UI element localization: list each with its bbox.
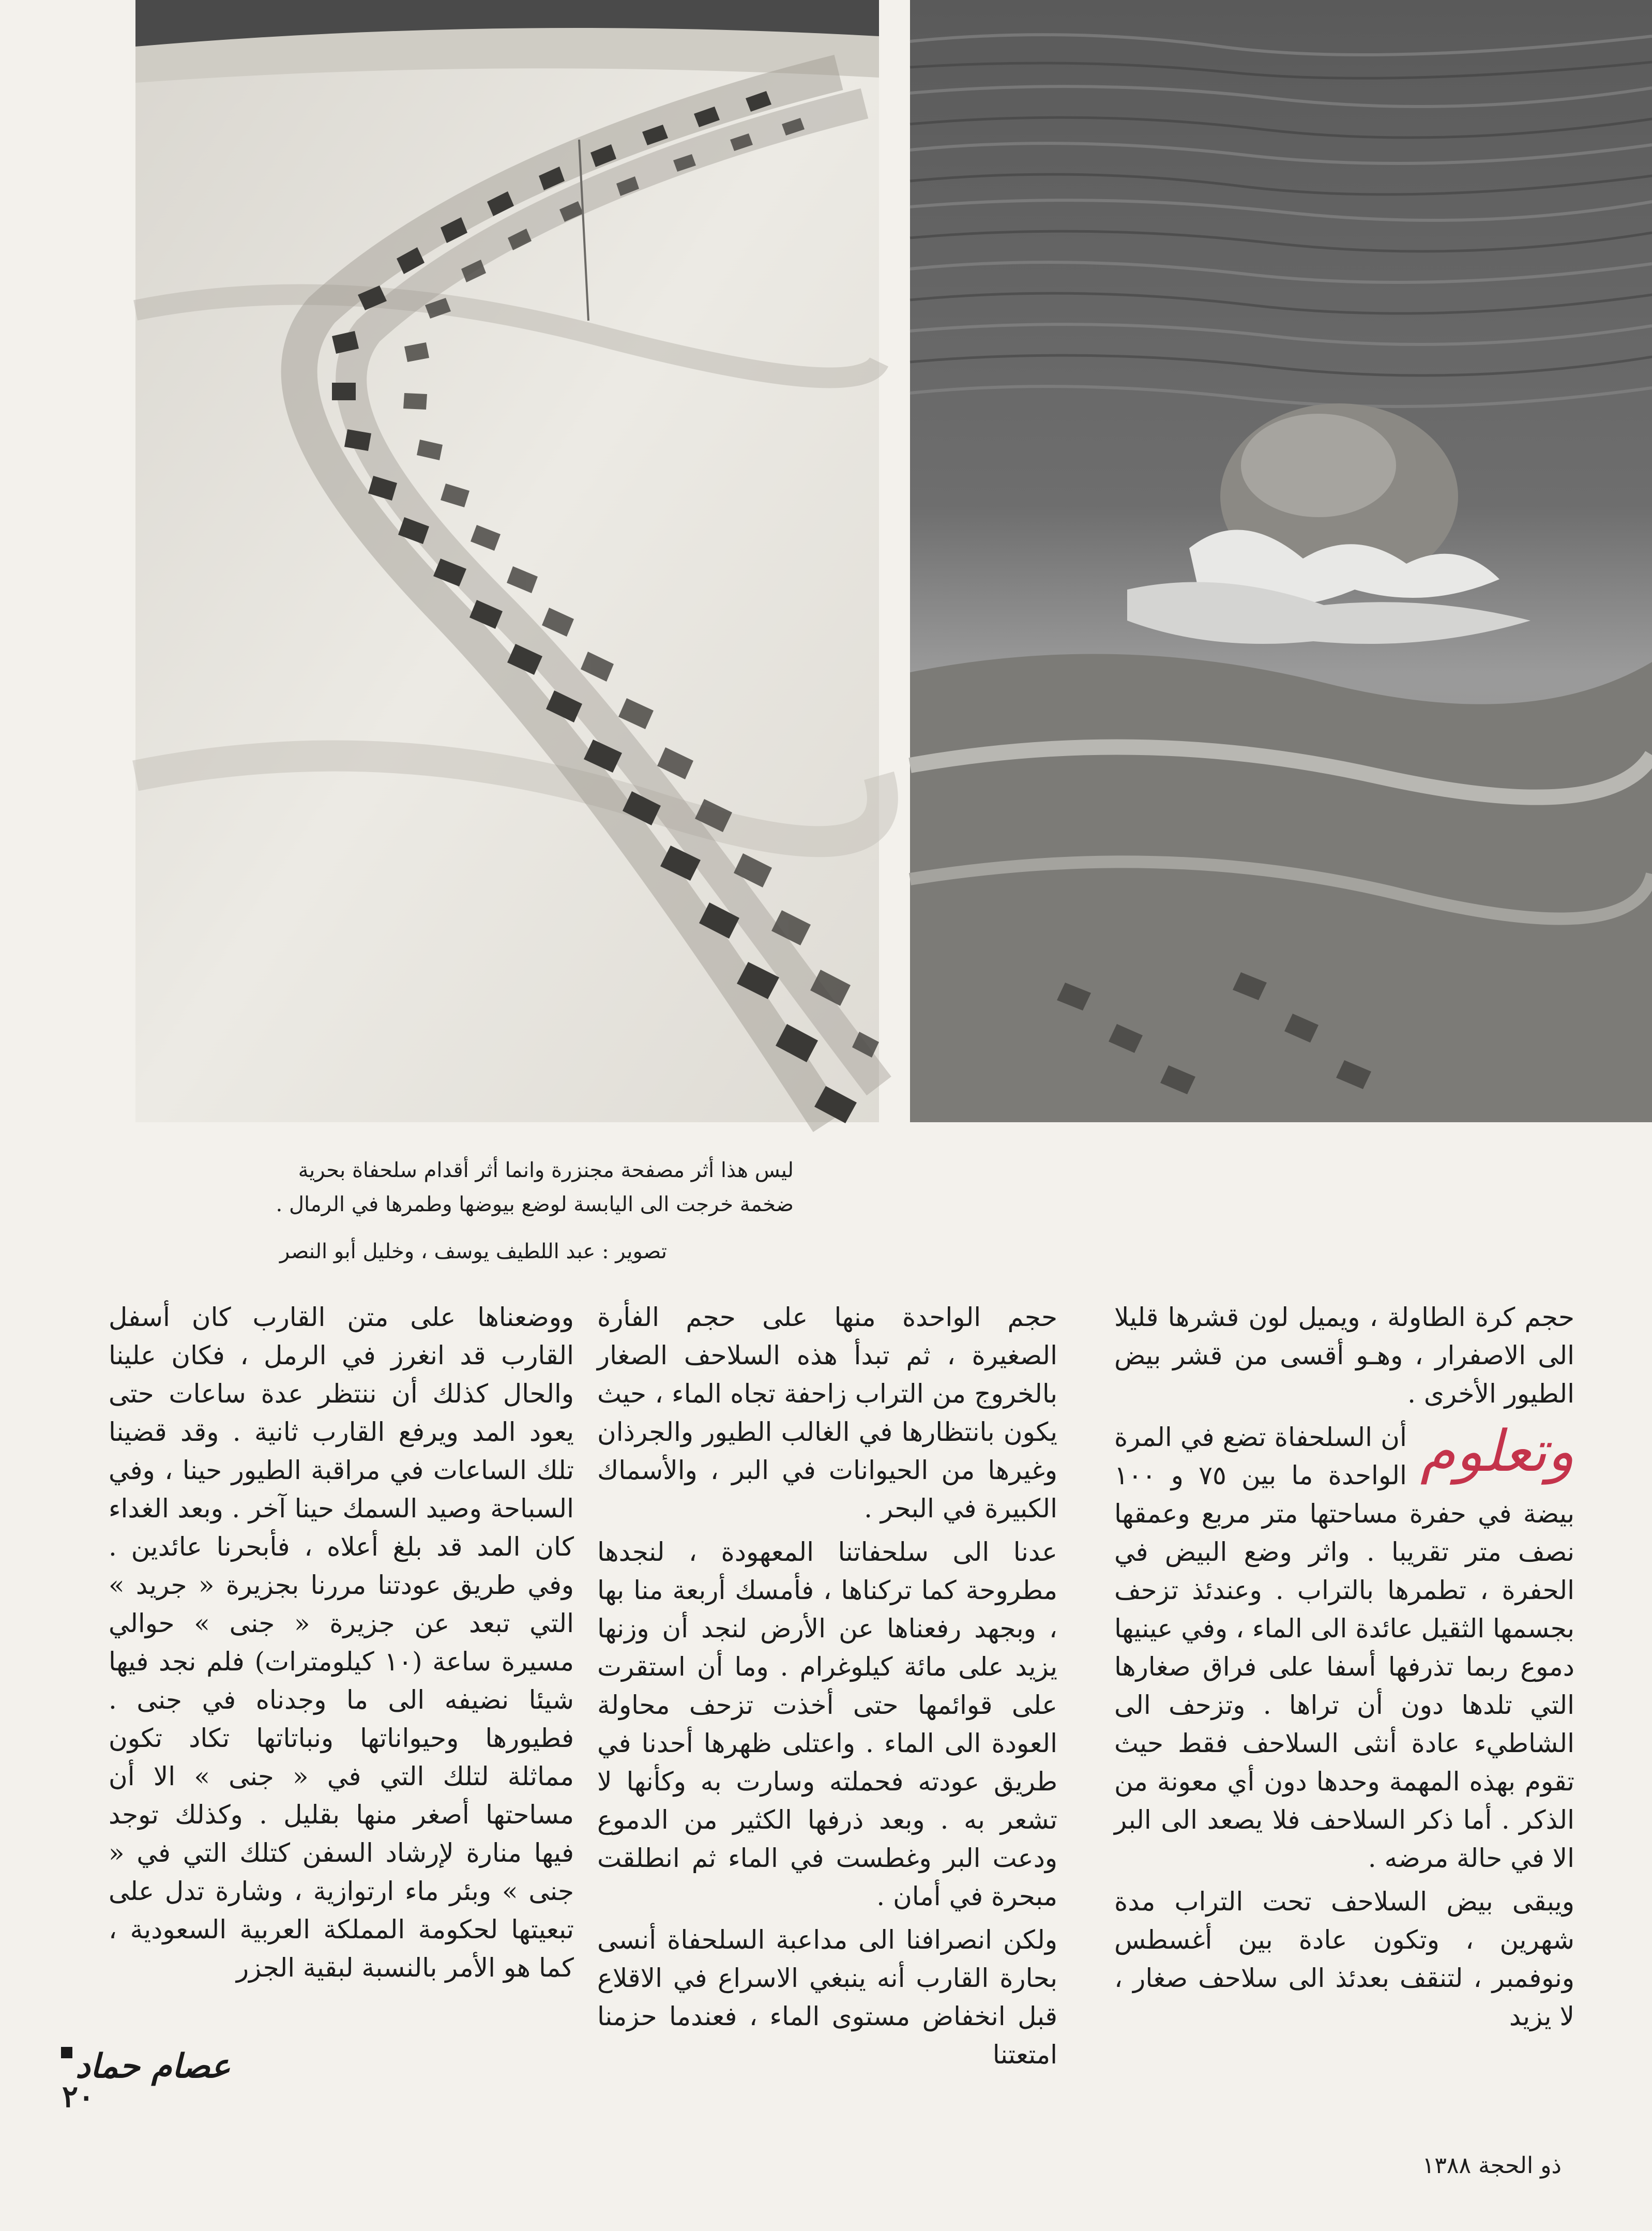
end-mark-icon (61, 2047, 72, 2058)
paragraph: عدنا الى سلحفاتنا المعهودة ، لنجدها مطروحة كما تركناها ، فأمسك أربعة منا بها ، وبجهد رفعناها عن الأرض لنجد أن وزنها يزيد على مائة كيلوغرام . وما أن استقرت على قوائمها حتى أخذت تزحف محاولة العودة الى الماء . واعتلى ظهرها أحدنا في طريق عودته فحملته وسارت به وكأنها لا تشعر به . وبعد ذرفها الكثير من الدموع ودعت البر وغطست في الماء ثم انطلقت مبحرة في أمان . (597, 1537, 1057, 1911)
paragraph: ولكن انصرافنا الى مداعبة السلحفاة أنسى بحارة القارب أنه ينبغي الاسراع في الاقلاع قبل انخفاض مستوى الماء ، فعندما حزمنا امتعتنا (597, 1925, 1057, 2070)
turtle-tracks-photo (135, 0, 879, 1122)
issue-date: ذو الحجة ١٣٨٨ (1422, 2152, 1562, 2179)
signature-text: عصام حماد (75, 2047, 231, 2086)
caption-line-2: ضخمة خرجت الى اليابسة لوضع بيوضها وطمرها في الرمال . (276, 1193, 794, 1216)
paragraph-with-badge (1114, 1418, 1574, 1877)
paragraph: حجم كرة الطاولة ، ويميل لون قشرها قليلا الى الاصفرار ، وهـو أقسى من قشر بيض الطيور الأخرى . (1114, 1302, 1574, 1409)
article-column-middle (597, 1298, 1057, 2070)
caption-line-1: ليس هذا أثر مصفحة مجنزرة وانما أثر أقدام سلحفاة بحرية (298, 1158, 794, 1182)
paragraph: ووضعناها على متن القارب كان أسفل القارب قد انغرز في الرمل ، فكان علينا والحال كذلك أن ننتظر عدة ساعات حتى يعود المد ويرفع القارب ثانية . وقد قضينا تلك الساعات في مراقبة الطيور حينا ، وفي السباحة وصيد السمك حينا آخر . وبعد الغداء كان المد قد بلغ أعلاه ، فأبحرنا عائدين . وفي طريق عودتنا مررنا بجزيرة « جريد » التي تبعد عن جزيرة « جنى » حوالي مسيرة ساعة (١٠ كيلومترات) فلم نجد فيها شيئا نضيفه الى ما وجدناه في جنى . فطيورها وحيواناتها ونباتاتها تكاد تكون مماثلة لتلك التي في « جنى » الا أن مساحتها أصغر منها بقليل . وكذلك توجد فيها منارة لإرشاد السفن كتلك التي في « جنى » وبئر ماء ارتوازية ، وشارة تدل على تبعيتها لحكومة المملكة العربية السعودية ، كما هو الأمر بالنسبة لبقية الجزر (109, 1302, 574, 1983)
article-column-right (1114, 1298, 1574, 2048)
paragraph: ويبقى بيض السلاحف تحت التراب مدة شهرين ، وتكون عادة بين أغسطس ونوفمبر ، لتنقف بعدئذ الى سلاحف صغار ، لا يزيد (1114, 1887, 1574, 2031)
photo-caption (163, 1153, 794, 1222)
article-column-left (109, 1298, 574, 2048)
sea-turtle-photo (910, 0, 1652, 1122)
page-number: ٢٠ (62, 2079, 95, 2114)
did-you-know-badge: وتعلوم (1420, 1418, 1574, 1484)
photo-credit: تصوير : عبد اللطيف يوسف ، وخليل أبو النصر (280, 1240, 667, 1263)
paragraph: حجم الواحدة منها على حجم الفأرة الصغيرة ، ثم تبدأ هذه السلاحف الصغار بالخروج من التراب زاحفة تجاه الماء ، حيث يكون بانتظارها في الغالب الطيور والجرذان وغيرها من الحيوانات في البر ، والأسماك الكبيرة في البحر . (597, 1302, 1057, 1524)
paragraph-text: أن السلحفاة تضع في المرة الواحدة ما بين ٧٥ و ١٠٠ بيضة في حفرة مساحتها متر مربع وعمقها نصف متر تقريبا . واثر وضع البيض في الحفرة ، تطمرها بالتراب . وعندئذ تزحف بجسمها الثقيل عائدة الى الماء ، وفي عينيها دموع ربما تذرفها أسفا على فراق صغارها التي تلدها دون أن تراها . وتزحف الى الشاطيء عادة أنثى السلاحف فقط حيث تقوم بهذه المهمة وحدها دون أي معونة من الذكر . أما ذكر السلاحف فلا يصعد الى البر الا في حالة مرضه . (1114, 1422, 1574, 1873)
